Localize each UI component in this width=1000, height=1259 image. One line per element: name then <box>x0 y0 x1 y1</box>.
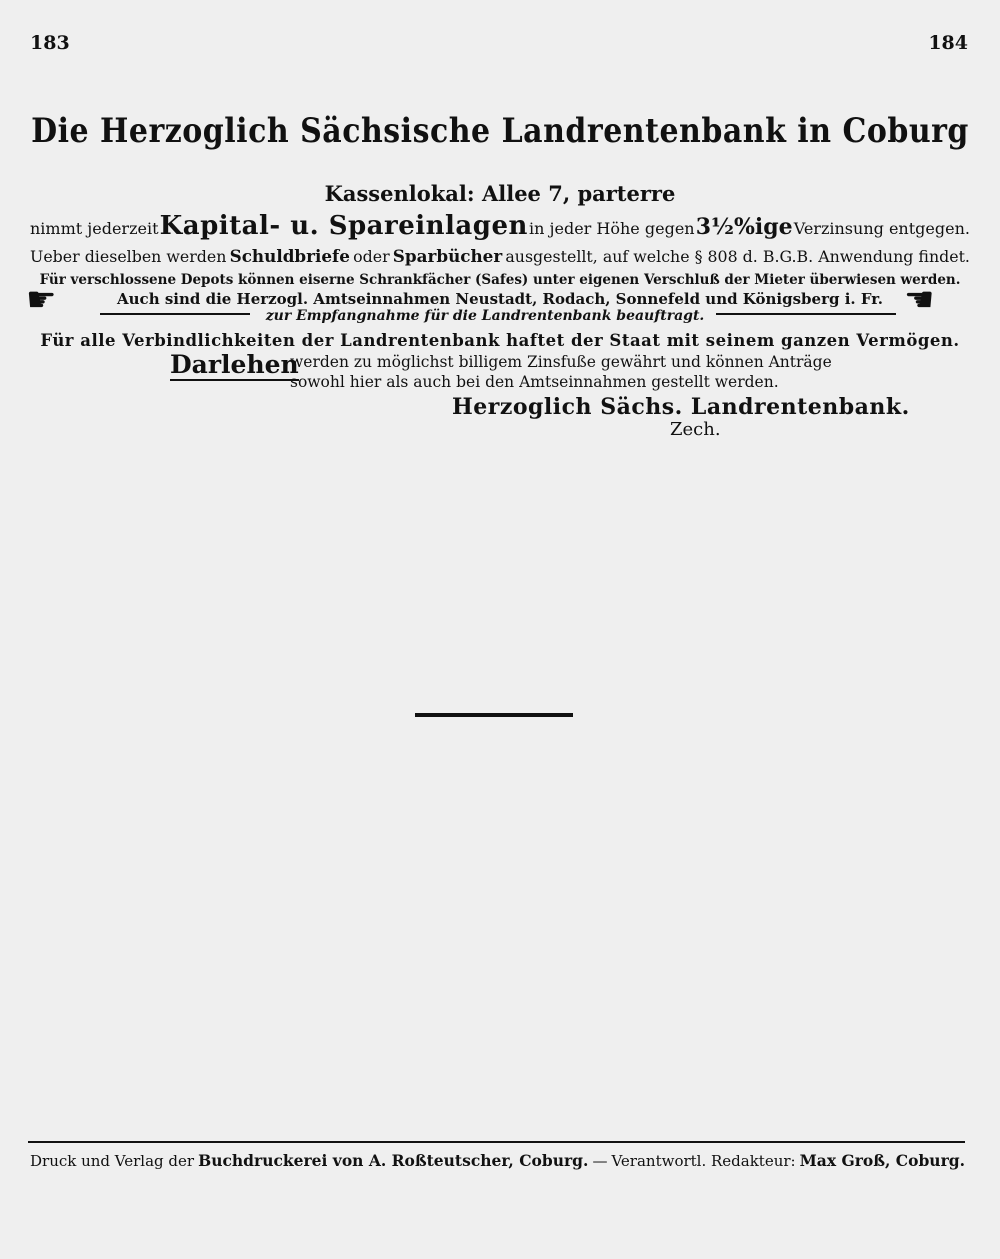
darlehen-line-2 <box>290 373 838 391</box>
depots-line: Für verschlossene Depots können eiserne Schrankfächer (Safes) unter eigenen Verschluß der Mieter überwiesen werden. <box>39 272 961 288</box>
pointing-hand-right-icon: ☛ <box>26 280 57 320</box>
interest-rate: 3½%ige <box>695 214 793 240</box>
kassenlokal-line: Kassenlokal: Allee 7, parterre <box>324 181 676 206</box>
imprint-footer <box>30 1151 965 1170</box>
sparbuecher-term: Sparbücher <box>392 246 503 266</box>
footer-text-2: Verantwortl. Redakteur: <box>611 1152 796 1170</box>
documents-text-2: ausgestellt, auf welche § 808 d. B.G.B. Anwendung findet. <box>505 247 970 266</box>
deposit-line <box>30 211 970 241</box>
signature: Herzoglich Sächs. Landrentenbank. <box>452 394 910 420</box>
documents-line <box>30 246 970 266</box>
footer-text-1: Druck und Verlag der <box>30 1152 195 1170</box>
empfangnahme-line: zur Empfangnahme für die Landrentenbank beauftragt. <box>265 308 705 324</box>
footer-rule <box>28 1141 965 1143</box>
rule-left <box>100 313 250 315</box>
footer-dash: — <box>592 1152 608 1170</box>
footer-printer: Buchdruckerei von A. Roßteutscher, Coburg. <box>198 1151 589 1170</box>
page-title: Die Herzoglich Sächsische Landrentenbank in Coburg <box>31 112 969 152</box>
deposit-text-1: nimmt jederzeit <box>30 219 159 238</box>
documents-text-1: Ueber dieselben werden <box>30 247 227 266</box>
rule-right <box>716 313 896 315</box>
footer-editor: Max Groß, Coburg. <box>799 1151 965 1170</box>
schuldbriefe-term: Schuldbriefe <box>229 246 350 266</box>
documents-oder: oder <box>353 247 390 266</box>
page-number-left: 183 <box>30 32 70 54</box>
darlehen-heading: Darlehen <box>170 352 299 381</box>
deposit-text-3: Verzinsung entgegen. <box>793 219 970 238</box>
amtseinnahmen-line: Auch sind die Herzogl. Amtseinnahmen Neustadt, Rodach, Sonnefeld und Königsberg i. Fr. <box>117 290 883 308</box>
deposit-text-2: in jeder Höhe gegen <box>529 219 695 238</box>
darlehen-line-1 <box>290 353 840 371</box>
deposit-highlight: Kapital- u. Spareinlagen <box>159 211 528 241</box>
darlehen-text-1: werden zu möglichst billigem Zinsfuße gewährt und können Anträge <box>290 353 832 371</box>
darlehen-text-2: sowohl hier als auch bei den Amtseinnahmen gestellt werden. <box>290 373 779 391</box>
pointing-hand-left-icon: ☛ <box>904 280 935 320</box>
signer-name: Zech. <box>670 419 721 440</box>
page-number-right: 184 <box>928 32 968 54</box>
section-divider <box>415 713 573 717</box>
liability-line: Für alle Verbindlichkeiten der Landrentenbank haftet der Staat mit seinem ganzen Vermögen. <box>40 331 960 350</box>
